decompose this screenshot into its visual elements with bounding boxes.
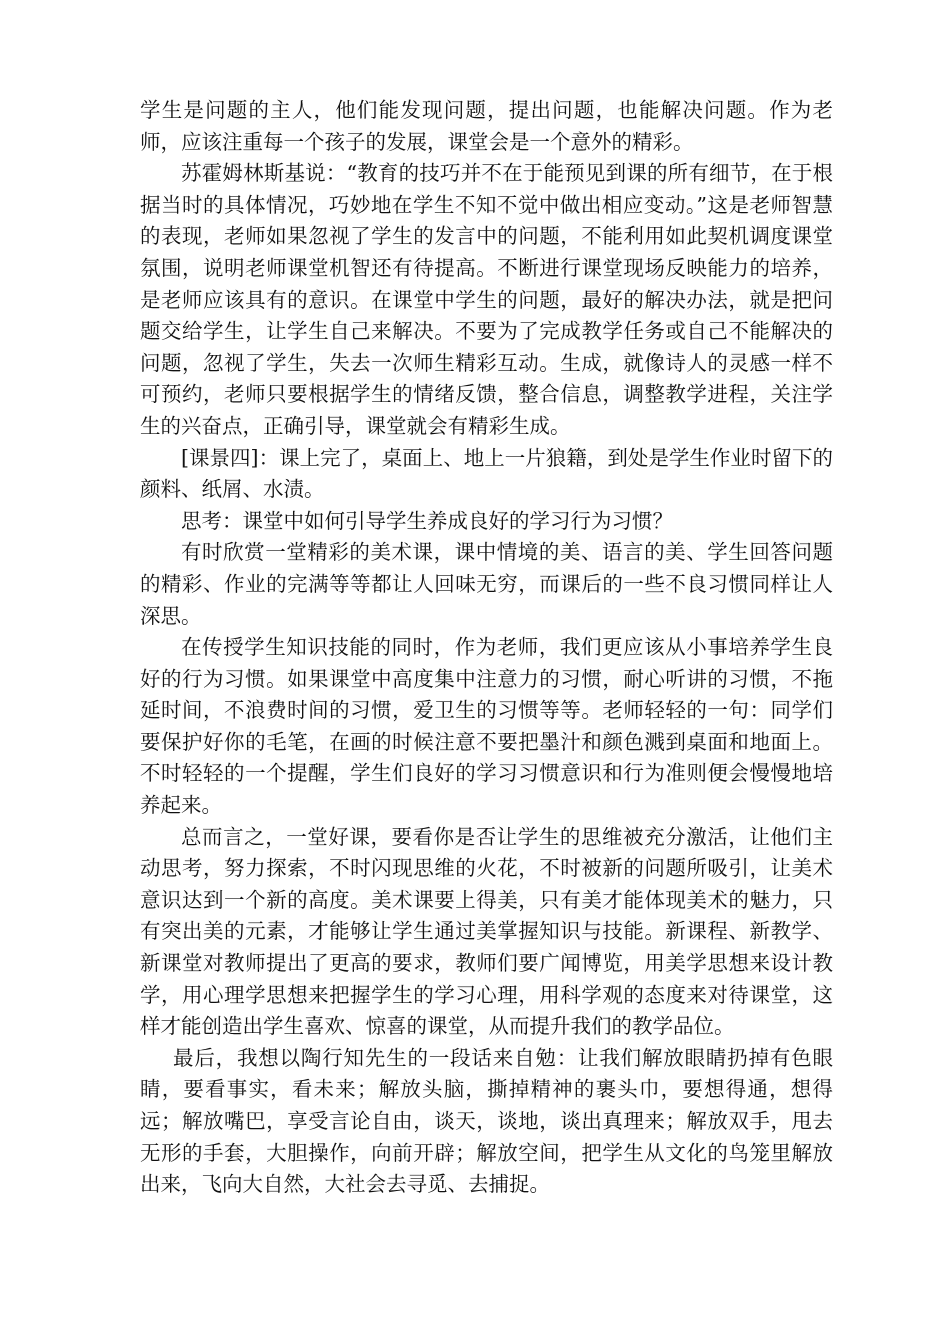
paragraph-7: 总而言之，一堂好课，要看你是否让学生的思维被充分激活，让他们主动思考，努力探索，不时闪现思维的火花，不时被新的问题所吸引，让美术意识达到一个新的高度。美术课要上得美，只有美才能体现美术的魅力，只有突出美的元素，才能够让学生通过美掌握知识与技能。新课程、新教学、新课堂对教师提出了更高的要求，教师们要广闻博览，用美学思想来设计教学，用心理学思想来把握学生的学习心理，用科学观的态度来对待课堂，这样才能创造出学生喜欢、惊喜的课堂，从而提升我们的教学品位。 bbox=[140, 824, 833, 1039]
document-body bbox=[140, 95, 833, 1201]
paragraph-1: 学生是问题的主人，他们能发现问题，提出问题，也能解决问题。作为老师，应该注重每一个孩子的发展，课堂会是一个意外的精彩。 bbox=[140, 98, 833, 154]
paragraph-4: 思考：课堂中如何引导学生养成良好的学习行为习惯？ bbox=[181, 508, 673, 533]
paragraph-6: 在传授学生知识技能的同时，作为老师，我们更应该从小事培养学生良好的行为习惯。如果课堂中高度集中注意力的习惯，耐心听讲的习惯，不拖延时间，不浪费时间的习惯，爱卫生的习惯等等。老师轻轻的一句：同学们要保护好你的毛笔，在画的时候注意不要把墨汁和颜色溅到桌面和地面上。不时轻轻的一个提醒，学生们良好的学习习惯意识和行为准则便会慢慢地培养起来。 bbox=[140, 635, 833, 818]
paragraph-8: 最后，我想以陶行知先生的一段话来自勉：让我们解放眼睛扔掉有色眼睛，要看事实，看未来；解放头脑，撕掉精神的裹头巾，要想得通，想得远；解放嘴巴，享受言论自由，谈天，谈地，谈出真理来；解放双手，甩去无形的手套，大胆操作，向前开辟；解放空间，把学生从文化的鸟笼里解放出来，飞向大自然，大社会去寻觅、去捕捉。 bbox=[140, 1045, 833, 1197]
paragraph-3: [课景四]：课上完了，桌面上、地上一片狼籍，到处是学生作业时留下的颜料、纸屑、水渍。 bbox=[140, 445, 833, 502]
paragraph-2: 苏霍姆林斯基说：“教育的技巧并不在于能预见到课的所有细节，在于根据当时的具体情况，巧妙地在学生不知不觉中做出相应变动。”这是老师智慧的表现，老师如果忽视了学生的发言中的问题，不能利用如此契机调度课堂氛围，说明老师课堂机智还有待提高。不断进行课堂现场反映能力的培养，是老师应该具有的意识。在课堂中学生的问题，最好的解决办法，就是把问题交给学生，让学生自己来解决。不要为了完成教学任务或自己不能解决的问题，忽视了学生，失去一次师生精彩互动。生成，就像诗人的灵感一样不可预约，老师只要根据学生的情绪反馈，整合信息，调整教学进程，关注学生的兴奋点，正确引导，课堂就会有精彩生成。 bbox=[140, 161, 833, 438]
paragraph-5: 有时欣赏一堂精彩的美术课，课中情境的美、语言的美、学生回答问题的精彩、作业的完满等等都让人回味无穷，而课后的一些不良习惯同样让人深思。 bbox=[140, 540, 833, 628]
